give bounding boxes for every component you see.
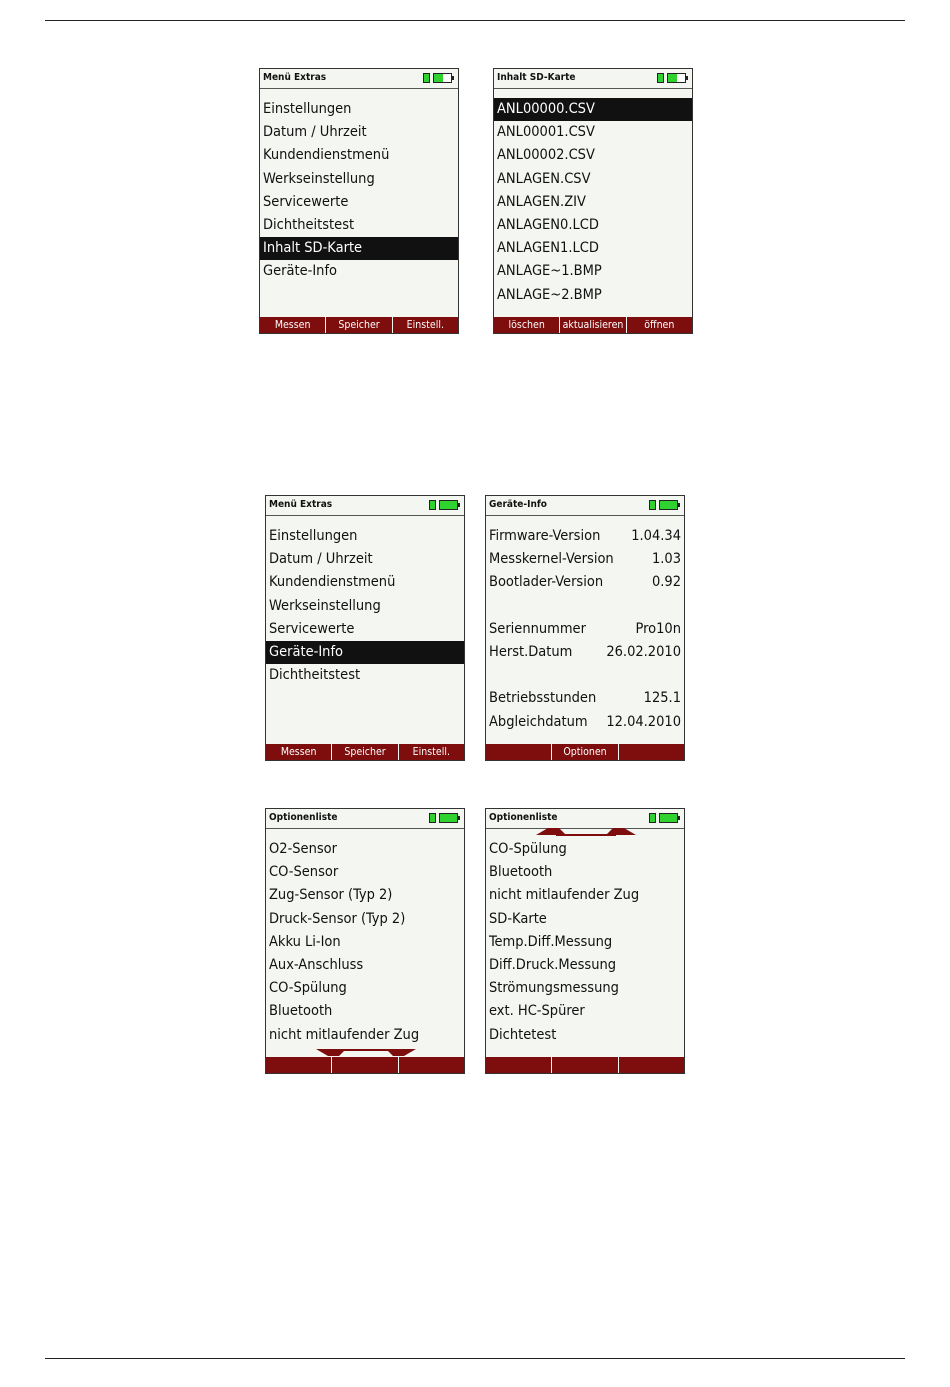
menu-item-geraete-info[interactable]: Geräte-Info xyxy=(266,641,464,664)
title-text: Geräte-Info xyxy=(489,499,547,510)
softkey-right[interactable] xyxy=(619,744,684,760)
info-value: 12.04.2010 xyxy=(606,713,681,730)
screen-menu-extras-2 xyxy=(265,495,465,761)
file-item[interactable]: ANLAGEN.ZIV xyxy=(497,193,586,210)
menu-item-geraete-info[interactable]: Geräte-Info xyxy=(263,263,338,280)
option-item[interactable]: CO-Sensor xyxy=(269,864,339,881)
menu-list xyxy=(266,525,464,687)
menu-item-werkseinstellung[interactable]: Werkseinstellung xyxy=(263,170,375,187)
options-list xyxy=(266,838,464,1047)
battery-icon xyxy=(649,813,678,823)
screen-title xyxy=(266,496,464,516)
option-item[interactable]: SD-Karte xyxy=(489,910,547,927)
info-row-betriebsstunden xyxy=(486,687,684,710)
softkey-bar xyxy=(494,317,692,333)
screen-title xyxy=(260,69,458,89)
screen-geraete-info xyxy=(485,495,685,761)
softkey-bar xyxy=(266,1057,464,1073)
spacer xyxy=(486,664,684,687)
softkey-einstell[interactable]: Einstell. xyxy=(412,746,450,758)
file-item[interactable]: ANLAGEN.CSV xyxy=(497,170,591,187)
options-list xyxy=(486,838,684,1047)
file-list xyxy=(494,98,692,307)
screen-optionenliste-2 xyxy=(485,808,685,1074)
info-value: 125.1 xyxy=(643,690,681,707)
softkey-bar xyxy=(486,744,684,760)
info-label: Betriebsstunden xyxy=(489,690,597,707)
softkey-optionen[interactable]: Optionen xyxy=(552,744,618,760)
title-text: Menü Extras xyxy=(269,499,333,510)
screen-menu-extras-1 xyxy=(259,68,459,334)
menu-item-datum-uhrzeit[interactable]: Datum / Uhrzeit xyxy=(263,124,367,141)
info-value: Pro10n xyxy=(635,620,681,637)
softkey-bar xyxy=(486,1057,684,1073)
softkey-bar xyxy=(266,744,464,760)
info-label: Firmware-Version xyxy=(489,528,601,544)
menu-item-einstellungen[interactable]: Einstellungen xyxy=(269,528,358,544)
menu-item-datum-uhrzeit[interactable]: Datum / Uhrzeit xyxy=(269,551,373,568)
title-text: Menü Extras xyxy=(263,72,327,83)
file-item[interactable]: ANL00002.CSV xyxy=(497,147,595,164)
info-value: 0.92 xyxy=(651,574,681,591)
option-item[interactable]: Bluetooth xyxy=(269,1003,333,1020)
option-item[interactable]: Diff.Druck.Messung xyxy=(489,956,617,973)
option-item[interactable]: ext. HC-Spürer xyxy=(489,1003,585,1020)
softkey-loeschen[interactable]: löschen xyxy=(494,317,560,333)
bottom-rule xyxy=(45,1358,905,1359)
menu-item-servicewerte[interactable]: Servicewerte xyxy=(269,620,355,637)
file-item[interactable]: ANLAGE~1.BMP xyxy=(497,263,602,280)
title-text: Inhalt SD-Karte xyxy=(497,72,576,83)
menu-item-dichtheitstest[interactable]: Dichtheitstest xyxy=(269,667,361,684)
info-label: Seriennummer xyxy=(489,620,586,637)
info-label: Herst.Datum xyxy=(489,643,573,660)
option-item[interactable]: CO-Spülung xyxy=(489,841,567,857)
option-item[interactable]: Bluetooth xyxy=(489,864,553,881)
screen-title xyxy=(486,809,684,829)
screen-inhalt-sd-karte xyxy=(493,68,693,334)
menu-list xyxy=(260,98,458,284)
option-item[interactable]: Akku Li-Ion xyxy=(269,933,341,950)
info-row-seriennummer xyxy=(486,618,684,641)
softkey-middle[interactable] xyxy=(552,1057,618,1073)
info-label: Bootlader-Version xyxy=(489,574,604,591)
menu-item-kundendienstmenue[interactable]: Kundendienstmenü xyxy=(269,574,396,591)
softkey-messen[interactable]: Messen xyxy=(260,317,326,333)
title-text: Optionenliste xyxy=(269,812,338,823)
menu-item-werkseinstellung[interactable]: Werkseinstellung xyxy=(269,597,381,614)
softkey-einstell[interactable]: Einstell. xyxy=(406,319,444,331)
battery-icon xyxy=(657,73,686,83)
scroll-up-indicator-icon xyxy=(536,828,636,836)
softkey-left[interactable] xyxy=(486,744,552,760)
file-item[interactable]: ANLAGEN1.LCD xyxy=(497,240,599,257)
softkey-left[interactable] xyxy=(266,1057,332,1073)
softkey-left[interactable] xyxy=(486,1057,552,1073)
option-item[interactable]: Druck-Sensor (Typ 2) xyxy=(269,910,406,927)
option-item[interactable]: Strömungsmessung xyxy=(489,980,619,997)
file-item[interactable]: ANL00000.CSV xyxy=(494,98,692,121)
screen-title xyxy=(486,496,684,516)
screen-title xyxy=(266,809,464,829)
info-row-herst-datum xyxy=(486,641,684,664)
softkey-bar xyxy=(260,317,458,333)
battery-icon xyxy=(429,813,458,823)
softkey-aktualisieren[interactable]: aktualisieren xyxy=(560,317,626,333)
info-row-firmware xyxy=(486,525,684,548)
option-item[interactable]: nicht mitlaufender Zug xyxy=(489,887,640,904)
menu-item-servicewerte[interactable]: Servicewerte xyxy=(263,193,349,210)
battery-icon xyxy=(429,500,458,510)
info-value: 1.03 xyxy=(651,551,681,568)
info-label: Messkernel-Version xyxy=(489,551,614,568)
file-item[interactable]: ANL00001.CSV xyxy=(497,124,595,141)
title-text: Optionenliste xyxy=(489,812,558,823)
spacer xyxy=(486,595,684,618)
info-row-messkernel xyxy=(486,548,684,571)
screen-title xyxy=(494,69,692,89)
softkey-right[interactable] xyxy=(399,1057,464,1073)
option-item[interactable]: Aux-Anschluss xyxy=(269,956,364,973)
info-label: Abgleichdatum xyxy=(489,713,588,730)
menu-item-dichtheitstest[interactable]: Dichtheitstest xyxy=(263,216,355,233)
file-item[interactable]: ANLAGEN0.LCD xyxy=(497,216,599,233)
scroll-down-indicator-icon xyxy=(316,1049,416,1057)
softkey-messen[interactable]: Messen xyxy=(266,744,332,760)
softkey-right[interactable] xyxy=(619,1057,684,1073)
info-value: 26.02.2010 xyxy=(606,643,681,660)
battery-icon xyxy=(649,500,678,510)
menu-item-einstellungen[interactable]: Einstellungen xyxy=(263,101,352,117)
info-row-bootlader xyxy=(486,571,684,594)
top-rule xyxy=(45,20,905,21)
file-item[interactable]: ANLAGE~2.BMP xyxy=(497,286,602,303)
option-item[interactable]: Zug-Sensor (Typ 2) xyxy=(269,887,393,904)
menu-item-inhalt-sd-karte[interactable]: Inhalt SD-Karte xyxy=(260,237,458,260)
softkey-middle[interactable] xyxy=(332,1057,398,1073)
softkey-speicher[interactable]: Speicher xyxy=(326,317,392,333)
option-item[interactable]: Temp.Diff.Messung xyxy=(489,933,613,950)
option-item[interactable]: O2-Sensor xyxy=(269,841,337,857)
screen-optionenliste-1 xyxy=(265,808,465,1074)
battery-icon xyxy=(423,73,452,83)
info-value: 1.04.34 xyxy=(631,528,681,544)
info-row-abgleichdatum xyxy=(486,711,684,734)
menu-item-kundendienstmenue[interactable]: Kundendienstmenü xyxy=(263,147,390,164)
softkey-speicher[interactable]: Speicher xyxy=(332,744,398,760)
option-item[interactable]: Dichtetest xyxy=(489,1026,557,1043)
option-item[interactable]: nicht mitlaufender Zug xyxy=(269,1026,420,1043)
option-item[interactable]: CO-Spülung xyxy=(269,980,347,997)
softkey-oeffnen[interactable]: öffnen xyxy=(644,319,675,331)
info-list xyxy=(486,525,684,734)
